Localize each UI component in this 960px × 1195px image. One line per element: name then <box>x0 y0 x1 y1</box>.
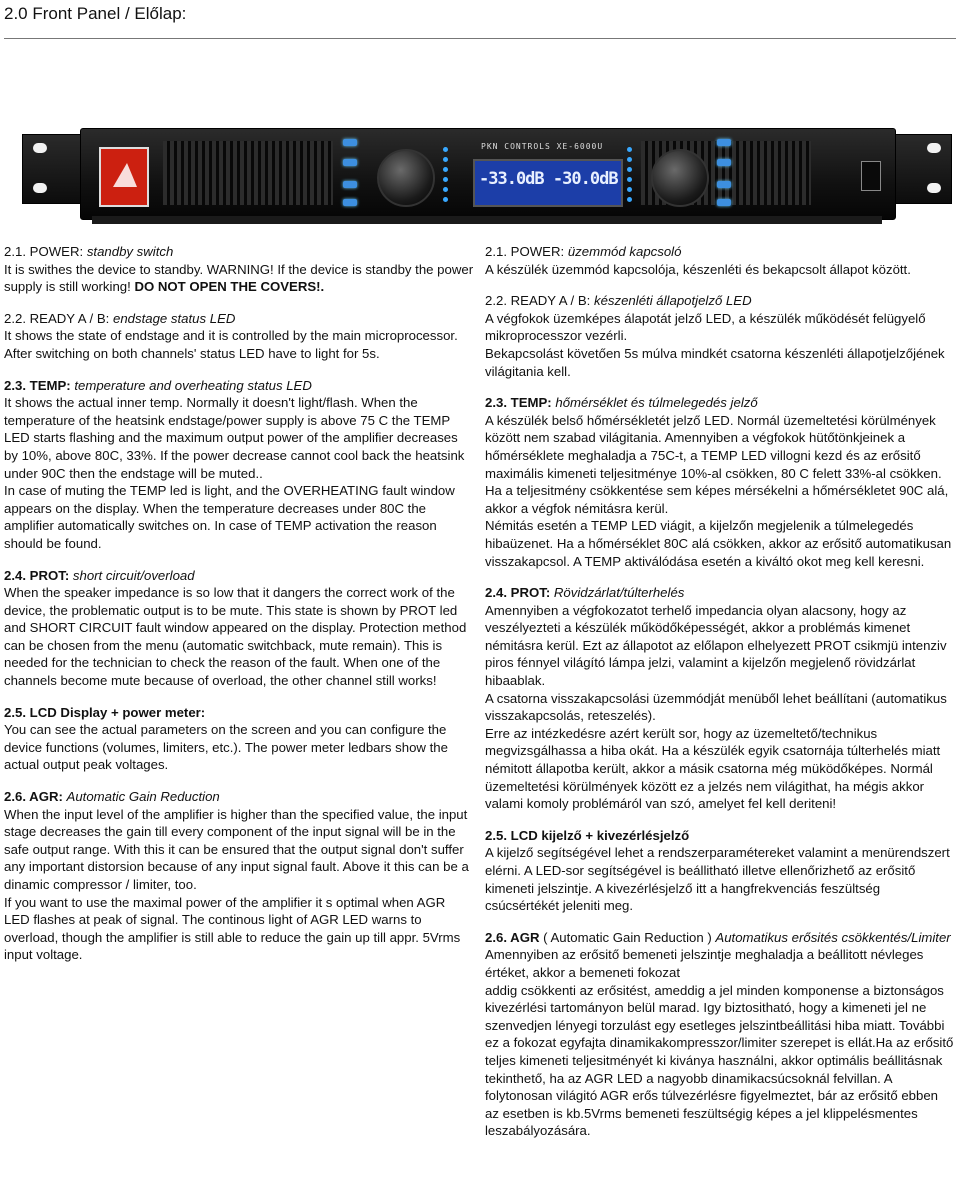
button-icon <box>343 181 357 188</box>
lcd-readout: -33.0dB -30.0dB <box>479 169 618 189</box>
section-power-hu: 2.1. POWER: üzemmód kapcsoló A készülék üzemmód kapcsolója, készenléti és bekapcsolt állapot között. <box>485 244 911 277</box>
button-icon <box>717 181 731 188</box>
page-title: 2.0 Front Panel / Előlap: <box>4 4 187 23</box>
button-icon <box>343 139 357 146</box>
section-power: 2.1. POWER: standby switch It is swithes the device to standby. WARNING! If the device is standby the power supply is still working! DO NOT OPEN THE COVERS!. <box>4 244 474 295</box>
section-agr: 2.6. AGR: Automatic Gain Reduction When the input level of the amplifier is higher than the specified value, the input stage decreases the gain till every component of the input signal will be in the safe output range. With this it can be ensured that the output signal don't suffer any important distorsion because of any input signal fault. Above it this can be a dinamic compressor / limiter, too. If you want to use the maximal power of the amplifier it s optimal when AGR LED flashes at peak of signal. The continous light of AGR LED warns to overload, though the amplifier is still able to reduce the gain up till appr. 5Vrms input voltage. <box>4 789 469 963</box>
hungarian-column <box>485 243 955 1154</box>
section-prot-hu: 2.4. PROT: Rövidzárlat/túlterhelés Amennyiben a végfokozatot terhelő impedancia olyan alacsony, hogy az veszélyezteti a készülék működőképességét, akkor a problémás kimenet némitásra kerül. Ezt az állapotot az előlapon elhelyezett PROT csikmjü intenziv piros fénnyel világító lámpa jelzi, valamint a kijelzőn megjelenő rövidzárlat hibaablak. A csatorna visszakapcsolási üzemmódját menüből lehet beállítani (automatikus visszakapcsolás, reteszelés). Erre az intézkedésre azért került sor, hogy az üzemeltető/technikus megvizsgálhassa a hiba okát. Ha a készülék egyik csatornája túlterhelés miatt némitott állapotba került, akkor a másik csatorna még müködőképes. Normál üzemeltetési körülmények között ez a jelzés nem világithat, ha mégis akkor valami komoly problémáról van szó, amelyet fel kell deriteni! <box>485 585 947 812</box>
button-icon <box>343 159 357 166</box>
lcd-display <box>473 159 623 207</box>
brand-label: PKN CONTROLS XE-6000U <box>481 142 604 151</box>
volume-knob-a-icon <box>377 149 435 207</box>
button-icon <box>343 199 357 206</box>
section-prot: 2.4. PROT: short circuit/overload When the speaker impedance is so low that it dangers the correct work of the device, the problematic output is to be mute. This state is shown by PROT led and SHORT CIRCUIT fault window appeared on the display. Protection method can be chosen from the menu (automatic switchback, mute remain). This is needed for the technician to check the reason of the fault. When one of the channels become mute because of overload, the other channel still works! <box>4 567 467 689</box>
vent-grille-left <box>163 141 333 205</box>
section-agr-hu: 2.6. AGR ( Automatic Gain Reduction ) Automatikus erősités csökkentés/Limiter Amennyiben az erősitő bemeneti jelszintje meghaladja a beállitott névleges értéket, akkor a bemeneti fokozat addig csökkenti az erősitést, ameddig a jel minden komponense a biztonságos kivezérlési tartományon belül marad. Igy biztositható, hogy a kimeneti jel ne szenvedjen lényegi torzulást egy esetleges jelszintbeállitási hiba miatt. További ez a fokozat egyfajta dinamikakompresszor/limiter szerepet is ellát.Ha az erősitő teljes kimeneti teljesitményét ki kiványa használni, akkor optimális beállitásnak tekinthető, ha az AGR LED a nagyobb dinamikacsúcsoknál felvillan. A folytonosan világitó AGR erős túlvezérlésre figyelmeztet, bár az erősitő ebben az esetben is kb.5Vrms bemeneti feszültségig képes a jel klippelésmentes leszabályozására. <box>485 929 954 1139</box>
chassis-base <box>92 216 882 224</box>
section-lcd: 2.5. LCD Display + power meter: You can see the actual parameters on the screen and you can configure the device functions (volumes, limiters, etc.). The power meter ledbars show the actual output peak voltages. <box>4 704 448 773</box>
volume-knob-b-icon <box>651 149 709 207</box>
section-lcd-hu: 2.5. LCD kijelző + kivezérlésjelző A kijelző segítségével lehet a rendszerparamétereket valamint a menürendszert elérni. A LED-sor segítségével is beállitható illetve ellenőrizhető az erősitő kimeneti jelszintje. A kivezérlésjelző itt a hangfrekvenciás feszültség csúcsértékét jeleniti meg. <box>485 827 950 914</box>
button-icon <box>717 139 731 146</box>
english-column <box>4 243 474 978</box>
button-icon <box>717 159 731 166</box>
amplifier-photo <box>22 128 952 228</box>
power-switch-icon <box>861 161 881 191</box>
section-ready-hu: 2.2. READY A / B: készenléti állapotjelző LED A végfokok üzemképes álapotát jelző LED, a készülék működését felügyelő mikroprocesszor vezérli. Bekapcsolást követően 5s múlva mindkét csatorna készenléti állapotjelzőjének világitania kell. <box>485 293 945 379</box>
section-temp-hu: 2.3. TEMP: hőmérséklet és túlmelegedés jelző A készülék belső hőmérsékletét jelző LED. Normál üzemeltetési körülmények között nem szabad világitania. Amennyiben a végfokok hütőtönkjeinek a hőmérséklete meghaladja a 75C-t, a TEMP LED villogni kezd és az erősitő maximális kimeneti teljesitménye 10%-al csökken, 80 C felett 33%-al csökken. Ha a teljesitmény csökkentése sem képes mérsékelni a hőmérsékletet 90C alá, akkor a végfok némitásra kerül. Némitás esetén a TEMP LED viágit, a kijelzőn megjelenik a túlmelegedés hibaüzenet. Ha a hőmérséklet 80C alá csökken, akkor az erősitő automatikusan visszakapcsol. A TEMP aktiválódása esetén a kiváltó okot meg kell keresni. <box>485 395 952 569</box>
button-icon <box>717 199 731 206</box>
brand-logo-icon <box>99 147 149 207</box>
section-temp: 2.3. TEMP: temperature and overheating status LED It shows the actual inner temp. Normally it doesn't light/flash. When the temperature of the heatsink endstage/power supply is above 75 C the TEMP LED starts flashing and the maximum output power of the amplifier decreases by 10%, above 80C, 33%. If the power decrease cannot cool back the heatsink under 90C then the endstage will be muted.. In case of muting the TEMP led is light, and the OVERHEATING fault window appears on the display. When the temperature decreases under 80C the amplifier automatically switches on. In case of TEMP activation the reason should be found. <box>4 377 465 551</box>
header-rule <box>4 38 956 39</box>
amplifier-chassis <box>80 128 896 220</box>
section-ready: 2.2. READY A / B: endstage status LED It shows the state of endstage and it is controlled by the main microprocessor. After switching on both channels' status LED have to light for 5s. <box>4 310 458 361</box>
